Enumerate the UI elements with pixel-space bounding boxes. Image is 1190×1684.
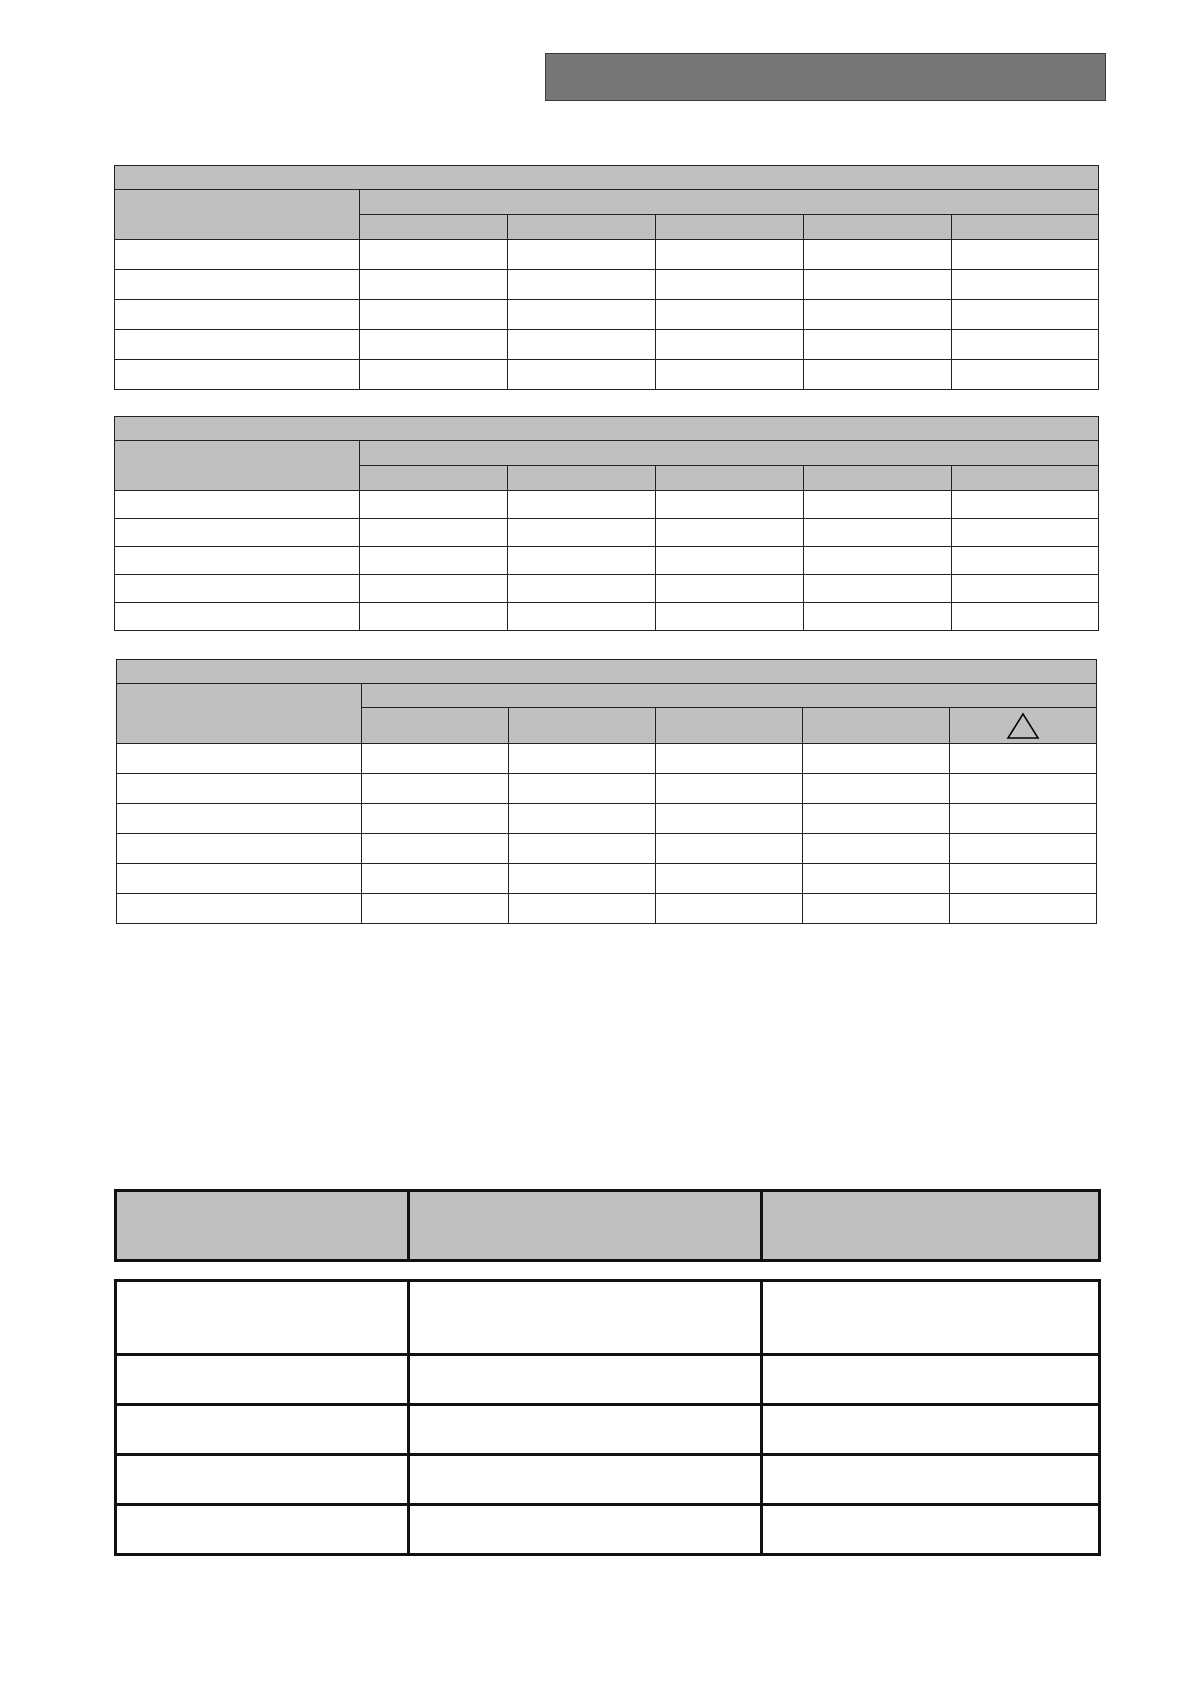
- table-row: [117, 774, 1097, 804]
- table-cell: [360, 360, 508, 390]
- warning-column-header: [950, 708, 1097, 744]
- table-cell: [656, 360, 804, 390]
- table-cell: [656, 330, 804, 360]
- spec-table-1: [114, 165, 1099, 390]
- table-cell: [362, 744, 509, 774]
- table-cell: [509, 744, 656, 774]
- table-cell: [804, 519, 952, 547]
- table-cell: [804, 240, 952, 270]
- table-cell: [360, 240, 508, 270]
- table-row: [117, 834, 1097, 864]
- table-row: [115, 240, 1099, 270]
- table-cell: [115, 270, 360, 300]
- table-cell: [115, 519, 360, 547]
- table-cell: [508, 240, 656, 270]
- column-header: [656, 215, 804, 240]
- table-cell: [804, 270, 952, 300]
- table-row: [116, 1505, 1100, 1555]
- table-cell: [409, 1405, 762, 1455]
- table-cell: [804, 575, 952, 603]
- table-title: [115, 166, 1099, 190]
- column-header: [508, 215, 656, 240]
- summary-header: [116, 1191, 409, 1261]
- table-row: [115, 360, 1099, 390]
- table-cell: [115, 491, 360, 519]
- table-cell: [803, 864, 950, 894]
- table-cell: [952, 491, 1099, 519]
- table-title: [115, 417, 1099, 441]
- table-cell: [117, 804, 362, 834]
- table-cell: [656, 603, 804, 631]
- table-cell: [360, 330, 508, 360]
- group-header: [360, 441, 1099, 466]
- table-row: [116, 1455, 1100, 1505]
- column-header: [360, 466, 508, 491]
- warning-triangle-icon: [1006, 712, 1040, 740]
- column-header: [803, 708, 950, 744]
- table-cell: [656, 834, 803, 864]
- table-cell: [362, 834, 509, 864]
- table-cell: [116, 1355, 409, 1405]
- table-cell: [360, 270, 508, 300]
- table-cell: [116, 1281, 409, 1355]
- table-cell: [952, 330, 1099, 360]
- table-cell: [117, 834, 362, 864]
- table-cell: [508, 491, 656, 519]
- table-row: [117, 864, 1097, 894]
- row-header-label: [117, 684, 362, 744]
- column-header: [952, 215, 1099, 240]
- table-row: [115, 491, 1099, 519]
- table-cell: [508, 330, 656, 360]
- table-cell: [804, 603, 952, 631]
- header-bar: [545, 53, 1106, 101]
- column-header: [508, 466, 656, 491]
- table-cell: [656, 864, 803, 894]
- table-cell: [804, 547, 952, 575]
- table-row: [116, 1405, 1100, 1455]
- table-row: [115, 300, 1099, 330]
- table-cell: [362, 804, 509, 834]
- table-cell: [115, 300, 360, 330]
- table-cell: [115, 360, 360, 390]
- table-cell: [656, 575, 804, 603]
- table-row: [115, 519, 1099, 547]
- table-cell: [762, 1281, 1100, 1355]
- table-cell: [952, 547, 1099, 575]
- table-cell: [362, 774, 509, 804]
- table-cell: [117, 744, 362, 774]
- table-cell: [115, 330, 360, 360]
- table-cell: [762, 1455, 1100, 1505]
- table-cell: [508, 603, 656, 631]
- table-cell: [762, 1405, 1100, 1455]
- table-cell: [656, 894, 803, 924]
- table-cell: [508, 547, 656, 575]
- table-row: [117, 804, 1097, 834]
- summary-header: [409, 1191, 762, 1261]
- table-cell: [115, 240, 360, 270]
- table-cell: [360, 547, 508, 575]
- table-cell: [803, 804, 950, 834]
- table-row: [115, 270, 1099, 300]
- table-cell: [115, 575, 360, 603]
- table-row: [116, 1281, 1100, 1355]
- table-cell: [409, 1281, 762, 1355]
- table-cell: [116, 1505, 409, 1555]
- table-cell: [656, 240, 804, 270]
- table-cell: [117, 774, 362, 804]
- table-cell: [360, 519, 508, 547]
- table-cell: [762, 1355, 1100, 1405]
- spec-table-2: [114, 416, 1099, 631]
- table-row: [115, 330, 1099, 360]
- table-cell: [656, 270, 804, 300]
- table-cell: [656, 744, 803, 774]
- table-cell: [952, 603, 1099, 631]
- table-cell: [952, 519, 1099, 547]
- table-cell: [656, 519, 804, 547]
- table-cell: [804, 491, 952, 519]
- column-header: [509, 708, 656, 744]
- column-header: [360, 215, 508, 240]
- table-cell: [804, 300, 952, 330]
- table-cell: [362, 894, 509, 924]
- table-cell: [952, 575, 1099, 603]
- table-cell: [950, 864, 1097, 894]
- table-cell: [952, 360, 1099, 390]
- table-cell: [115, 603, 360, 631]
- column-header: [656, 708, 803, 744]
- table-row: [117, 744, 1097, 774]
- spec-table-3: [116, 659, 1097, 924]
- table-cell: [804, 330, 952, 360]
- table-title: [117, 660, 1097, 684]
- table-cell: [117, 894, 362, 924]
- row-header-label: [115, 190, 360, 240]
- table-cell: [804, 360, 952, 390]
- table-cell: [950, 774, 1097, 804]
- table-cell: [656, 300, 804, 330]
- table-cell: [950, 894, 1097, 924]
- table-cell: [803, 774, 950, 804]
- table-cell: [508, 575, 656, 603]
- group-header: [360, 190, 1099, 215]
- table-cell: [509, 804, 656, 834]
- table-cell: [950, 744, 1097, 774]
- table-cell: [762, 1505, 1100, 1555]
- row-header-label: [115, 441, 360, 491]
- table-cell: [509, 864, 656, 894]
- table-cell: [360, 300, 508, 330]
- table-cell: [952, 270, 1099, 300]
- table-cell: [952, 300, 1099, 330]
- table-cell: [117, 864, 362, 894]
- table-cell: [950, 834, 1097, 864]
- table-cell: [508, 270, 656, 300]
- table-cell: [803, 744, 950, 774]
- table-row: [115, 575, 1099, 603]
- table-cell: [360, 603, 508, 631]
- table-cell: [508, 519, 656, 547]
- table-cell: [115, 547, 360, 575]
- table-cell: [509, 834, 656, 864]
- table-cell: [950, 804, 1097, 834]
- table-cell: [362, 864, 509, 894]
- table-cell: [116, 1455, 409, 1505]
- table-row: [115, 547, 1099, 575]
- table-cell: [409, 1355, 762, 1405]
- table-cell: [409, 1505, 762, 1555]
- table-cell: [360, 491, 508, 519]
- column-header: [656, 466, 804, 491]
- table-row: [117, 894, 1097, 924]
- table-cell: [803, 894, 950, 924]
- table-cell: [656, 547, 804, 575]
- summary-header-table: [114, 1189, 1101, 1262]
- table-cell: [509, 774, 656, 804]
- table-cell: [952, 240, 1099, 270]
- table-cell: [116, 1405, 409, 1455]
- column-header: [804, 466, 952, 491]
- summary-body-table: [114, 1279, 1101, 1556]
- table-row: [115, 603, 1099, 631]
- summary-header: [762, 1191, 1100, 1261]
- table-row: [116, 1355, 1100, 1405]
- table-cell: [360, 575, 508, 603]
- column-header: [952, 466, 1099, 491]
- table-cell: [509, 894, 656, 924]
- table-cell: [656, 804, 803, 834]
- table-cell: [656, 774, 803, 804]
- table-cell: [409, 1455, 762, 1505]
- column-header: [362, 708, 509, 744]
- column-header: [804, 215, 952, 240]
- group-header: [362, 684, 1097, 708]
- table-cell: [656, 491, 804, 519]
- table-cell: [803, 834, 950, 864]
- table-cell: [508, 360, 656, 390]
- table-cell: [508, 300, 656, 330]
